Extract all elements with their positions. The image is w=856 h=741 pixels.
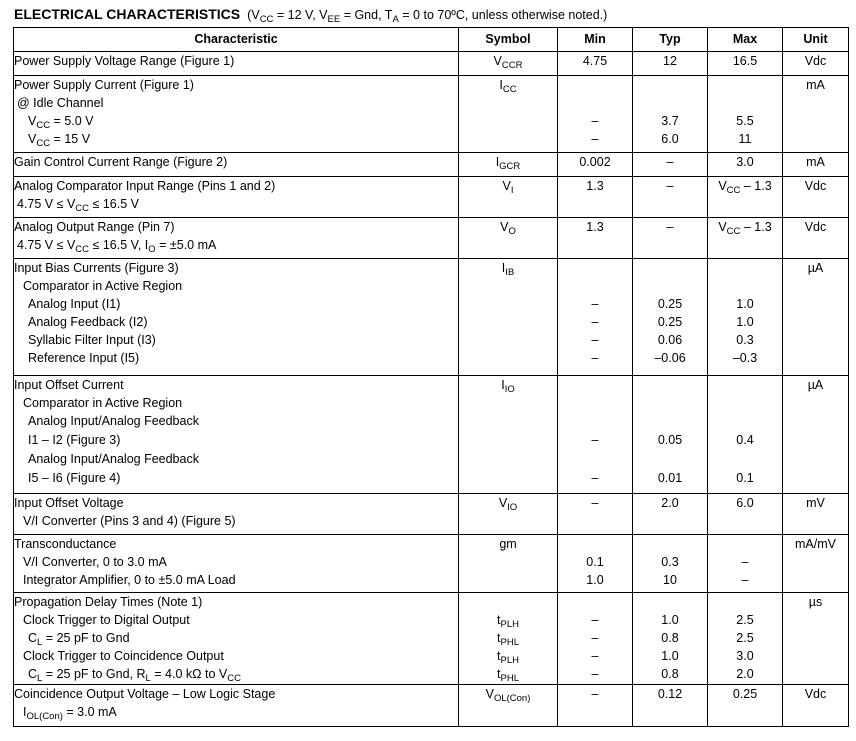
typ-cell: 2.0 xyxy=(633,494,708,535)
characteristic-cell: Coincidence Output Voltage – Low Logic Stage $I_{OL(Con)} = 3.0$ mA xyxy=(14,685,459,727)
unit-cell: Vdc xyxy=(783,52,849,76)
min-cell: 4.75 xyxy=(558,52,633,76)
col-header-typ: Typ xyxy=(633,28,708,52)
unit-cell: µA xyxy=(783,376,849,494)
max-cell: 2.5 2.5 3.0 2.0 xyxy=(708,593,783,685)
max-cell: $V_{CC} - 1.3$ xyxy=(708,218,783,259)
characteristic-cell: Gain Control Current Range (Figure 2) xyxy=(14,153,459,177)
typ-cell: – xyxy=(633,177,708,218)
min-cell: – xyxy=(558,685,633,727)
symbol-cell: $t_{PLH}$ $t_{PHL}$ $t_{PLH}$ $t_{PHL}$ xyxy=(459,593,558,685)
electrical-characteristics-table xyxy=(13,27,849,727)
title-text: ELECTRICAL CHARACTERISTICS xyxy=(14,6,241,22)
table-row xyxy=(14,218,849,259)
typ-cell: – xyxy=(633,218,708,259)
max-cell: 0.25 xyxy=(708,685,783,727)
characteristic-cell: Propagation Delay Times (Note 1) Clock Trigger to Digital Output $C_L = 25$ pF to Gnd Clock Trigger to Coincidence Output $C_L = 25$ pF to Gnd, $R_L = 4.0$ kΩ to $V_{CC}$ xyxy=(14,593,459,685)
min-cell: – – xyxy=(558,376,633,494)
characteristic-cell: Analog Output Range (Pin 7) 4.75 $V \le V_{CC} \le 16.5$ V, $I_O = \pm 5.0$ mA xyxy=(14,218,459,259)
characteristic-cell: Input Offset Current Comparator in Active Region Analog Input/Analog Feedback I1 – I2 (Figure 3) Analog Input/Analog Feedback I5 – I6 (Figure 4) xyxy=(14,376,459,494)
max-cell: 6.0 xyxy=(708,494,783,535)
col-header-max: Max xyxy=(708,28,783,52)
table-row xyxy=(14,153,849,177)
table-row xyxy=(14,685,849,727)
unit-cell: Vdc xyxy=(783,218,849,259)
max-cell: – – xyxy=(708,535,783,593)
typ-cell: 12 xyxy=(633,52,708,76)
symbol-cell: $V_{OL(Con)}$ xyxy=(459,685,558,727)
characteristic-cell: Input Offset Voltage V/I Converter (Pins 3 and 4) (Figure 5) xyxy=(14,494,459,535)
max-cell: 16.5 xyxy=(708,52,783,76)
table-row xyxy=(14,376,849,494)
symbol-cell: $V_{IO}$ xyxy=(459,494,558,535)
unit-cell: Vdc xyxy=(783,685,849,727)
col-header-min: Min xyxy=(558,28,633,52)
table-header-row xyxy=(14,28,849,52)
title-conditions: ($V_{CC} = 12$ V, $V_{EE}$ = Gnd, $T_A = 0$ to 70ºC, unless otherwise noted.) xyxy=(243,8,608,25)
table-row xyxy=(14,535,849,593)
min-cell: 0.1 1.0 xyxy=(558,535,633,593)
table-row xyxy=(14,259,849,376)
min-cell: – – xyxy=(558,76,633,153)
characteristic-cell: Input Bias Currents (Figure 3) Comparator in Active Region Analog Input (I1) Analog Feedback (I2) Syllabic Filter Input (I3) Reference Input (I5) xyxy=(14,259,459,376)
table-row xyxy=(14,593,849,685)
col-header-symbol: Symbol xyxy=(459,28,558,52)
characteristic-cell: Analog Comparator Input Range (Pins 1 and 2) 4.75 $V \le V_{CC} \le 16.5$ V xyxy=(14,177,459,218)
symbol-cell: $I_{GCR}$ xyxy=(459,153,558,177)
symbol-cell: $I_{IB}$ xyxy=(459,259,558,376)
unit-cell: µs xyxy=(783,593,849,685)
characteristic-cell: Power Supply Current (Figure 1) @ Idle Channel $V_{CC} = 5.0$ V $V_{CC} = 15$ V xyxy=(14,76,459,153)
typ-cell: 0.12 xyxy=(633,685,708,727)
min-cell: 1.3 xyxy=(558,218,633,259)
characteristic-cell: Transconductance V/I Converter, 0 to 3.0 mA Integrator Amplifier, 0 to ±5.0 mA Load xyxy=(14,535,459,593)
symbol-cell: $I_{CC}$ xyxy=(459,76,558,153)
unit-cell: Vdc xyxy=(783,177,849,218)
max-cell: 5.5 11 xyxy=(708,76,783,153)
col-header-characteristic: Characteristic xyxy=(14,28,459,52)
table-row xyxy=(14,76,849,153)
typ-cell: – xyxy=(633,153,708,177)
symbol-cell: $V_{CCR}$ xyxy=(459,52,558,76)
max-cell: 0.4 0.1 xyxy=(708,376,783,494)
typ-cell: 3.7 6.0 xyxy=(633,76,708,153)
symbol-cell: gm xyxy=(459,535,558,593)
unit-cell: µA xyxy=(783,259,849,376)
unit-cell: mA/mV xyxy=(783,535,849,593)
characteristic-cell: Power Supply Voltage Range (Figure 1) xyxy=(14,52,459,76)
section-title xyxy=(14,6,608,25)
symbol-cell: $V_I$ xyxy=(459,177,558,218)
symbol-cell: $I_{IO}$ xyxy=(459,376,558,494)
symbol-cell: $V_O$ xyxy=(459,218,558,259)
table-row xyxy=(14,52,849,76)
table-row xyxy=(14,494,849,535)
min-cell: – xyxy=(558,494,633,535)
max-cell: 1.0 1.0 0.3 –0.3 xyxy=(708,259,783,376)
max-cell: 3.0 xyxy=(708,153,783,177)
typ-cell: 1.0 0.8 1.0 0.8 xyxy=(633,593,708,685)
typ-cell: 0.05 0.01 xyxy=(633,376,708,494)
col-header-unit: Unit xyxy=(783,28,849,52)
min-cell: 1.3 xyxy=(558,177,633,218)
unit-cell: mA xyxy=(783,153,849,177)
unit-cell: mV xyxy=(783,494,849,535)
typ-cell: 0.3 10 xyxy=(633,535,708,593)
min-cell: – – – – xyxy=(558,259,633,376)
unit-cell: mA xyxy=(783,76,849,153)
min-cell: – – – – xyxy=(558,593,633,685)
typ-cell: 0.25 0.25 0.06 –0.06 xyxy=(633,259,708,376)
min-cell: 0.002 xyxy=(558,153,633,177)
table-row xyxy=(14,177,849,218)
max-cell: $V_{CC} - 1.3$ xyxy=(708,177,783,218)
